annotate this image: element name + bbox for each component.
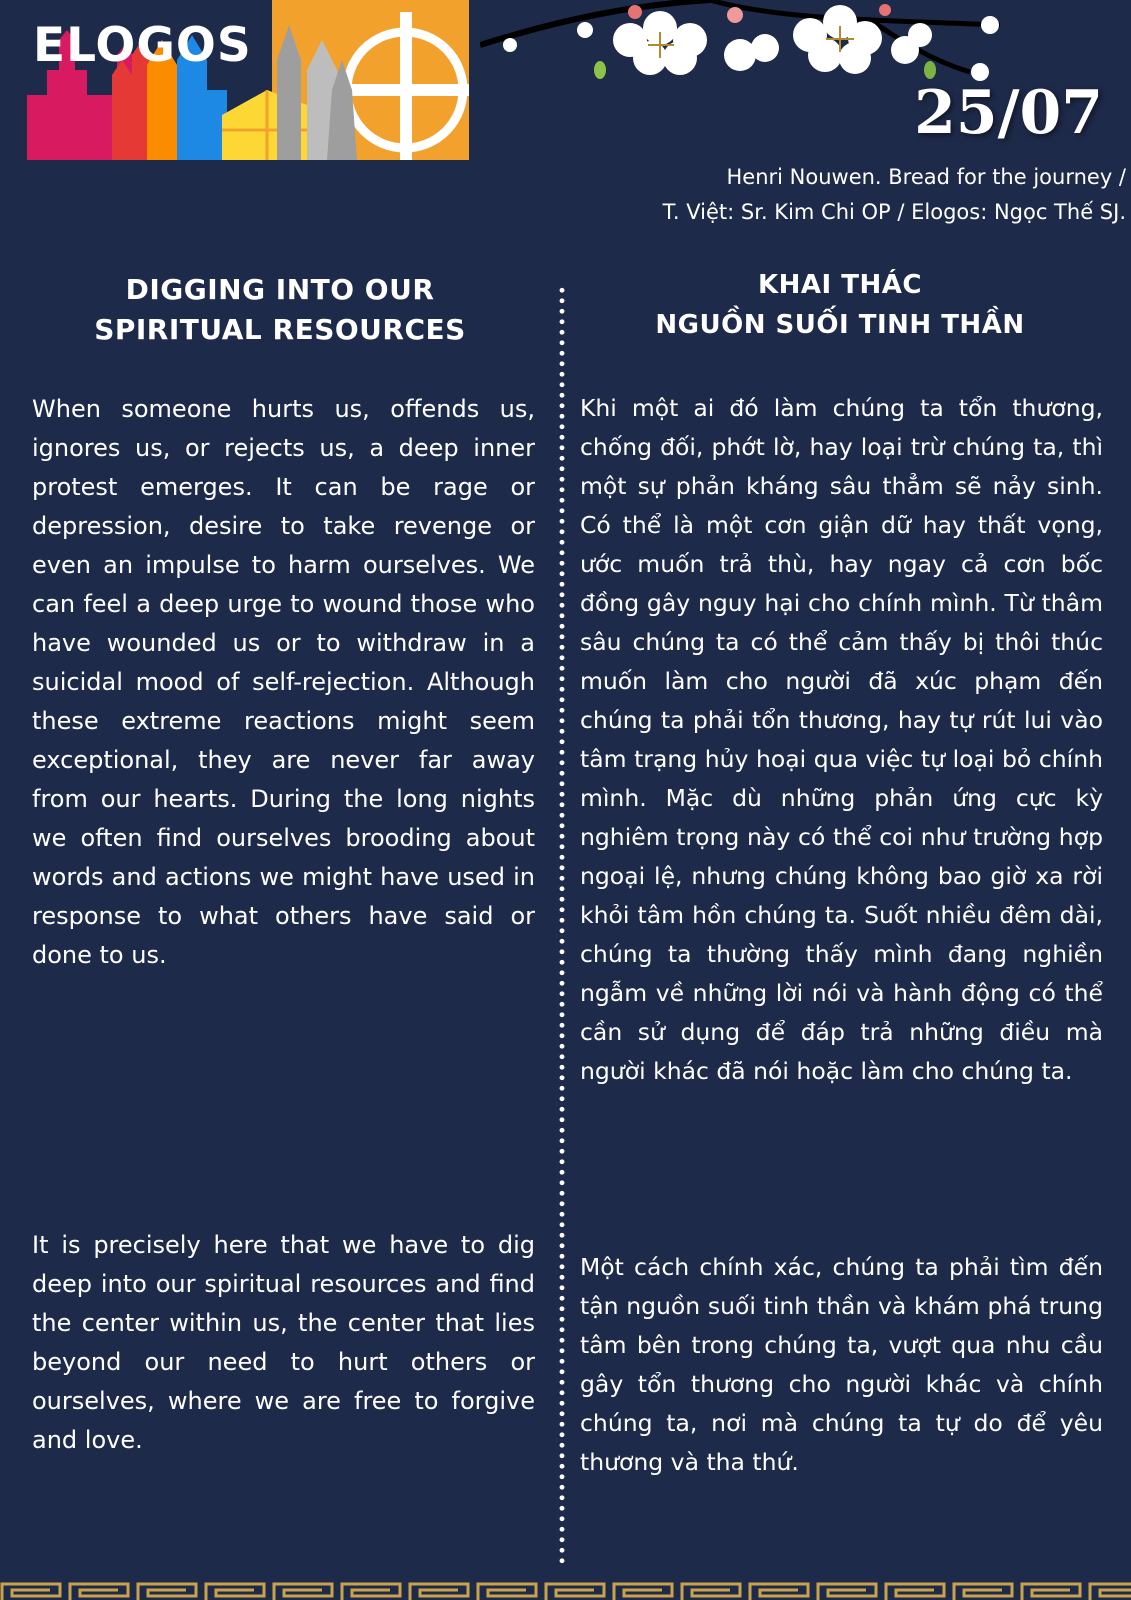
logo-text: ELOGOS <box>33 18 252 73</box>
vietnamese-title <box>580 265 1100 345</box>
english-title-line-1: DIGGING INTO OUR <box>125 273 435 306</box>
credit-line-2: T. Việt: Sr. Kim Chi OP / Elogos: Ngọc Thế SJ. <box>662 200 1126 224</box>
greek-key-border <box>0 1582 1131 1600</box>
vietnamese-paragraph-1: Khi một ai đó làm chúng ta tổn thương, chống đối, phớt lờ, hay loại trừ chúng ta, thì một sự phản kháng sâu thẳm sẽ nảy sinh. Có thể là một cơn giận dữ hay thất vọng, ước muốn trả thù, hay ngay cả cơn bốc đồng gây nguy hại cho chính mình. Từ thâm sâu chúng ta có thể cảm thấy bị thôi thúc muốn làm cho người đã xúc phạm đến chúng ta phải tổn thương, hay tự rút lui vào tâm trạng hủy hoại qua việc tự loại bỏ chính mình. Mặc dù những phản ứng cực kỳ nghiêm trọng này có thể coi như trường hợp ngoại lệ, nhưng chúng không bao giờ xa rời khỏi tâm hồn chúng ta. Suốt nhiều đêm dài, chúng ta thường thấy mình đang nghiền ngẫm về những lời nói và hành động có thể cần sử dụng để đáp trả những điều mà người khác đã nói hoặc làm cho chúng ta. <box>580 394 1103 1085</box>
english-paragraph-1: When someone hurts us, offends us, ignores us, or rejects us, a deep inner protest emerges. It can be rage or depression, desire to take revenge or even an impulse to harm ourselves. We can feel a deep urge to wound those who have wounded us or to withdraw in a suicidal mood of self-rejection. Although these extreme reactions might seem exceptional, they are never far away from our hearts. During the long nights we often find ourselves brooding about words and actions we might have used in response to what others have said or done to us. <box>32 395 535 969</box>
vietnamese-paragraph-2: Một cách chính xác, chúng ta phải tìm đến tận nguồn suối tinh thần và khám phá trung tâm bên trong chúng ta, vượt qua nhu cầu gây tổn thương cho người khác và chính chúng ta, nơi mà chúng ta tự do để yêu thương và tha thứ. <box>580 1253 1103 1476</box>
vietnamese-title-line-1: KHAI THÁC <box>758 270 922 300</box>
vietnamese-title-line-2: NGUỒN SUỐI TINH THẦN <box>655 310 1025 340</box>
english-title <box>30 270 530 350</box>
dotted-divider <box>559 285 565 1565</box>
date: 25/07 <box>914 78 1103 148</box>
english-paragraph-2: It is precisely here that we have to dig deep into our spiritual resources and find the center within us, the center that lies beyond our need to hurt others or ourselves, where we are free to forgive and love. <box>32 1231 535 1454</box>
elogos-logo[interactable] <box>27 0 469 160</box>
credit <box>663 160 1126 230</box>
english-title-line-2: SPIRITUAL RESOURCES <box>94 313 466 346</box>
credit-line-1: Henri Nouwen. Bread for the journey / <box>726 165 1126 189</box>
